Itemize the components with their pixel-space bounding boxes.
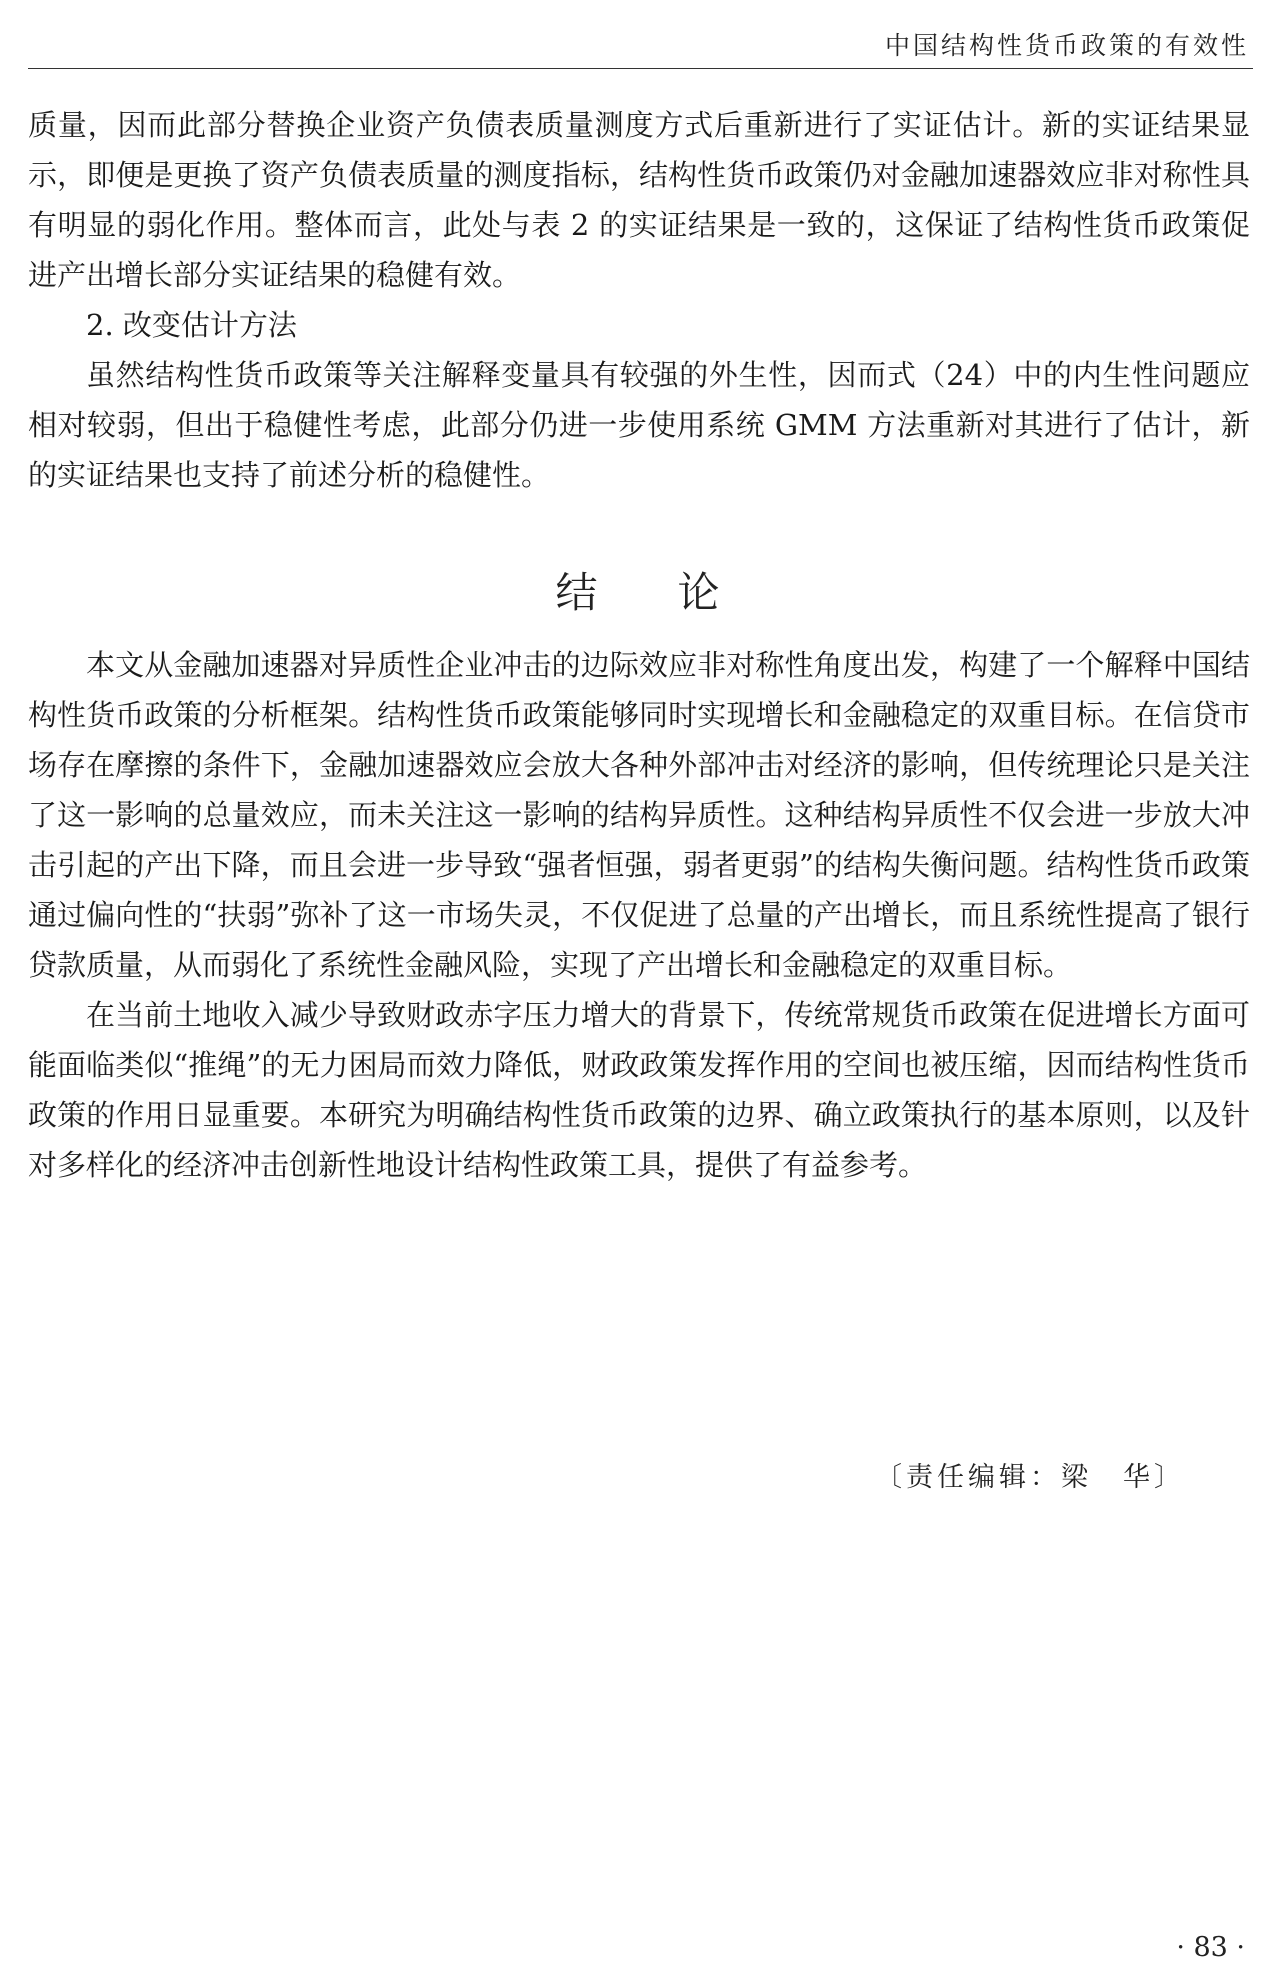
body-text-before-heading — [28, 100, 1250, 500]
paragraph: 虽然结构性货币政策等关注解释变量具有较强的外生性，因而式（24）中的内生性问题应相对较弱，但出于稳健性考虑，此部分仍进一步使用系统 GMM 方法重新对其进行了估计，新的实证结果也支持了前述分析的稳健性。 — [28, 358, 1250, 492]
page-number: · 83 · — [1176, 1932, 1245, 1963]
subsection-title: 2. 改变估计方法 — [86, 308, 297, 342]
paragraph: 质量，因而此部分替换企业资产负债表质量测度方式后重新进行了实证估计。新的实证结果显示，即便是更换了资产负债表质量的测度指标，结构性货币政策仍对金融加速器效应非对称性具有明显的弱化作用。整体而言，此处与表 2 的实证结果是一致的，这保证了结构性货币政策促进产出增长部分实证结果的稳健有效。 — [28, 108, 1250, 292]
paragraph: 在当前土地收入减少导致财政赤字压力增大的背景下，传统常规货币政策在促进增长方面可能面临类似“推绳”的无力困局而效力降低，财政政策发挥作用的空间也被压缩，因而结构性货币政策的作用日显重要。本研究为明确结构性货币政策的边界、确立政策执行的基本原则，以及针对多样化的经济冲击创新性地设计结构性政策工具，提供了有益参考。 — [28, 998, 1250, 1182]
running-header — [28, 16, 1253, 69]
editor-note: 〔责任编辑：梁 华〕 — [875, 1462, 1185, 1493]
paragraph: 本文从金融加速器对异质性企业冲击的边际效应非对称性角度出发，构建了一个解释中国结构性货币政策的分析框架。结构性货币政策能够同时实现增长和金融稳定的双重目标。在信贷市场存在摩擦的条件下，金融加速器效应会放大各种外部冲击对经济的影响，但传统理论只是关注了这一影响的总量效应，而未关注这一影响的结构异质性。这种结构异质性不仅会进一步放大冲击引起的产出下降，而且会进一步导致“强者恒强，弱者更弱”的结构失衡问题。结构性货币政策通过偏向性的“扶弱”弥补了这一市场失灵，不仅促进了总量的产出增长，而且系统性提高了银行贷款质量，从而弱化了系统性金融风险，实现了产出增长和金融稳定的双重目标。 — [28, 648, 1250, 982]
section-heading: 结论 — [555, 568, 800, 617]
running-header-title: 中国结构性货币政策的有效性 — [884, 31, 1249, 60]
body-text-after-heading — [28, 640, 1250, 1190]
